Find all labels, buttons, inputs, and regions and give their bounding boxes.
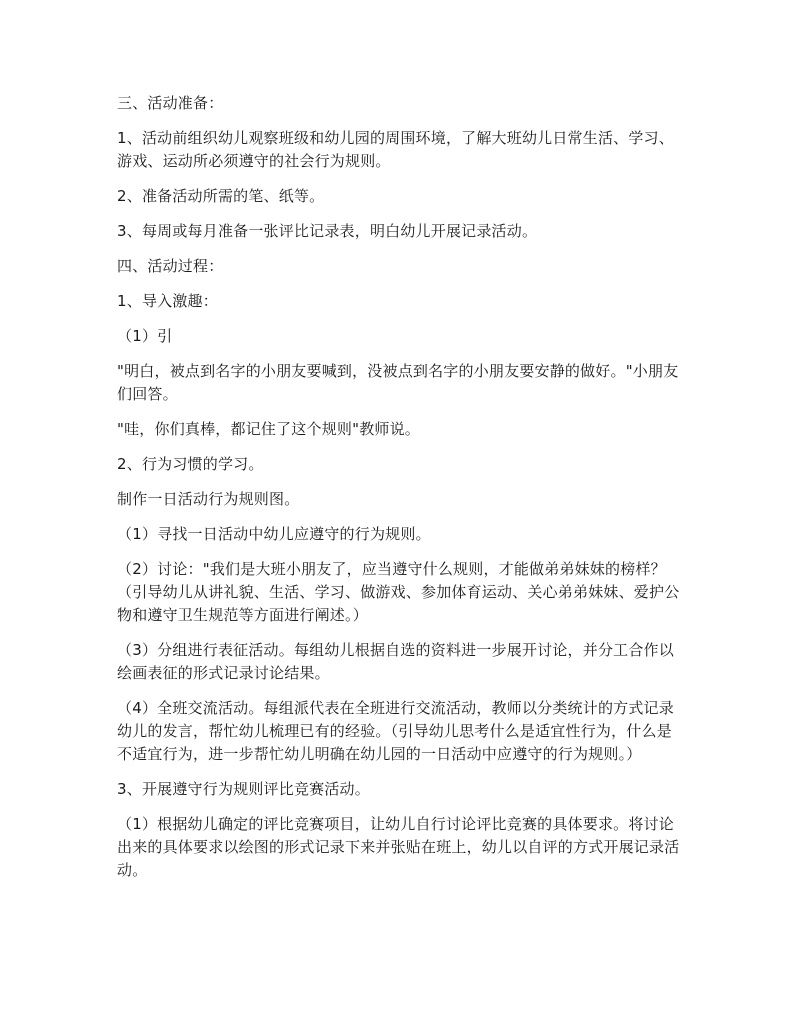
paragraph: 2、行为习惯的学习。 [117,455,264,473]
section-heading-preparation: 三、活动准备： [117,94,224,112]
paragraph: （1）寻找一日活动中幼儿应遵守的行为规则。 [117,525,431,543]
paragraph: （4）全班交流活动。每组派代表在全班进行交流活动，教师以分类统计的方式记录幼儿的发言，帮忙幼儿梳理已有的经验。（引导幼儿思考什么是适宜性行为，什么是不适宜行为，进一步帮忙幼儿明确在幼儿园的一日活动中应遵守的行为规则。） [117,699,674,763]
paragraph: 制作一日活动行为规则图。 [117,490,300,508]
paragraph: （2）讨论："我们是大班小朋友了，应当遵守什么规则，才能做弟弟妹妹的榜样？（引导幼儿从讲礼貌、生活、学习、做游戏、参加体育运动、关心弟弟妹妹、爱护公物和遵守卫生规范等方面进行阐述。） [117,560,680,624]
paragraph: 1、导入激趣： [117,292,218,310]
paragraph: 2、准备活动所需的笔、纸等。 [117,187,325,205]
paragraph: 3、开展遵守行为规则评比竞赛活动。 [117,780,370,798]
paragraph: 3、每周或每月准备一张评比记录表，明白幼儿开展记录活动。 [117,222,538,240]
paragraph: （1）根据幼儿确定的评比竞赛项目，让幼儿自行讨论评比竞赛的具体要求。将讨论出来的具体要求以绘图的形式记录下来并张贴在班上，幼儿以自评的方式开展记录活动。 [117,815,680,879]
paragraph: "哇，你们真棒，都记住了这个规则"教师说。 [117,420,421,438]
document-page [117,92,685,894]
section-heading-process: 四、活动过程： [117,257,224,275]
paragraph: （1）引 [117,327,173,345]
paragraph: （3）分组进行表征活动。每组幼儿根据自选的资料进一步展开讨论，并分工合作以绘画表征的形式记录讨论结果。 [117,641,674,682]
paragraph: "明白，被点到名字的小朋友要喊到，没被点到名字的小朋友要安静的做好。"小朋友们回答。 [117,362,679,403]
paragraph: 1、活动前组织幼儿观察班级和幼儿园的周围环境，了解大班幼儿日常生活、学习、游戏、运动所必须遵守的社会行为规则。 [117,129,674,170]
